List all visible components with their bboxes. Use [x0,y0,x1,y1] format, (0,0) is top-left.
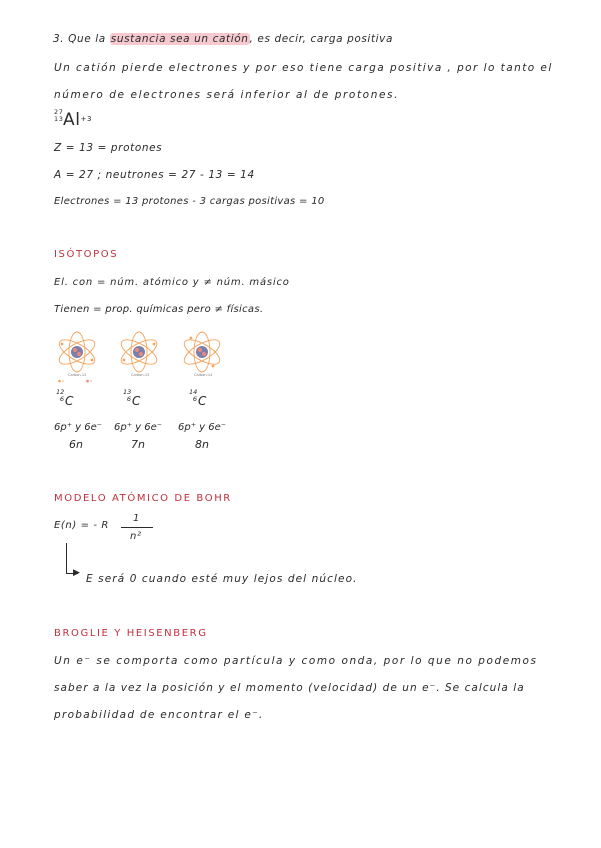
carbon-14-caption: Carbon-14 [194,373,213,377]
question-highlight: sustancia sea un catión [110,33,249,45]
section3-number: 3. [53,33,65,45]
isotope-c13 [123,388,141,408]
isotope-c14-symbol: C [198,394,207,408]
z-line: Z = 13 = protones [54,142,163,154]
bohr-denominator: n² [130,531,142,542]
isotope-c14-mass: 14 [189,388,198,396]
broglie-title: BROGLIE Y HEISENBERG [54,628,208,639]
isotope-c13-mass: 13 [123,388,132,396]
isotope-c14 [189,388,207,408]
isotope-c13-composition: 6p⁺ y 6e⁻ [114,422,163,433]
nuclide-mass: 27 [54,108,64,116]
isotopos-title: ISÓTOPOS [54,249,119,260]
isotope-c12-symbol: C [65,394,74,408]
question-text-post: , es decir, carga positiva [249,33,394,45]
bohr-title: MODELO ATÓMICO DE BOHR [54,493,232,504]
isotope-c12-mass: 12 [56,388,65,396]
electrons-line: Electrones = 13 protones - 3 cargas positivas = 10 [54,196,325,207]
isotope-c14-neutrons: 8n [195,438,209,451]
legend-proton: ● p [58,379,65,383]
aluminium-nuclide [54,110,92,130]
nuclide-charge: +3 [80,115,93,123]
isotope-c12-neutrons: 6n [69,438,83,451]
cation-line-1: Un catión pierde electrones y por eso tiene carga positiva , por lo tanto el [54,62,553,74]
carbon-12-caption: Carbon-12 [68,373,87,377]
broglie-line-1: Un e⁻ se comporta como partícula y como onda, por lo que no podemos [54,655,538,667]
bohr-fraction-bar [121,527,153,528]
isotopos-line-2: Tienen = prop. químicas pero ≠ físicas. [54,304,264,315]
isotope-c14-z: 6 [192,395,197,403]
isotope-c13-symbol: C [132,394,141,408]
broglie-line-3: probabilidad de encontrar el e⁻. [54,709,264,721]
bohr-arrow-vertical [66,543,67,573]
isotope-c14-composition: 6p⁺ y 6e⁻ [178,422,227,433]
carbon-13-caption: Carbon-13 [131,373,150,377]
arrow-right-icon: ▶ [73,568,80,578]
carbon-13-atom-icon [116,330,162,376]
cation-line-2: número de electrones será inferior al de protones. [54,89,400,101]
nuclide-z: 13 [54,115,64,123]
bohr-note: E será 0 cuando esté muy lejos del núcleo. [86,573,358,585]
bohr-formula-lhs: E(n) = - R [54,520,109,531]
carbon-12-atom-icon [54,330,100,376]
carbon-14-atom-icon [179,330,225,376]
isotope-c12-composition: 6p⁺ y 6e⁻ [54,422,103,433]
isotope-c12 [56,388,74,408]
isotope-c12-z: 6 [59,395,64,403]
nuclide-symbol: Al [63,110,81,130]
legend-neutron: ● n [86,379,93,383]
isotope-c13-neutrons: 7n [131,438,145,451]
isotope-c13-z: 6 [126,395,131,403]
question-text-pre: Que la [68,33,110,45]
bohr-numerator: 1 [133,513,140,524]
broglie-line-2: saber a la vez la posición y el momento (velocidad) de un e⁻. Se calcula la [54,682,525,694]
section3-question [53,33,393,45]
isotopos-line-1: El. con = núm. atómico y ≠ núm. másico [54,277,290,288]
a-line: A = 27 ; neutrones = 27 - 13 = 14 [54,169,255,181]
